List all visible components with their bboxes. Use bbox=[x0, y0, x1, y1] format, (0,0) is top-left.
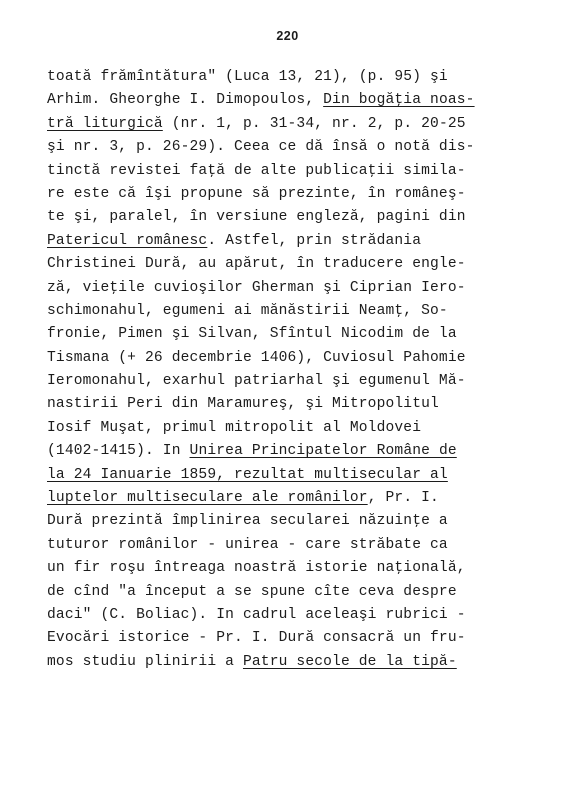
text-segment: Dură prezintă împlinirea secularei năzuinţe a bbox=[47, 513, 448, 530]
underlined-title: luptelor multiseculare ale românilor bbox=[47, 490, 368, 507]
text-line bbox=[47, 347, 543, 370]
text-line bbox=[47, 136, 543, 159]
text-segment: tinctă revistei faţă de alte publicaţii simila- bbox=[47, 162, 466, 179]
text-segment: Christinei Dură, au apărut, în traducere engle- bbox=[47, 256, 466, 273]
text-segment: ză, vieţile cuvioşilor Gherman şi Ciprian Iero- bbox=[47, 279, 466, 296]
underlined-title: Patru secole de la tipă- bbox=[242, 653, 457, 670]
underlined-title: Din bogăţia noas- bbox=[323, 92, 475, 109]
text-segment: şi nr. 3, p. 26-29). Ceea ce dă însă o notă dis- bbox=[47, 139, 475, 156]
text-line bbox=[47, 253, 543, 276]
underlined-title: Patericul românesc bbox=[47, 232, 208, 249]
text-segment: nastirii Peri din Maramureş, şi Mitropolitul bbox=[47, 396, 439, 413]
text-segment: re este că îşi propune să prezinte, în româneş- bbox=[47, 185, 466, 202]
text-segment: tuturor românilor - unirea - care străbate ca bbox=[47, 536, 448, 553]
text-line bbox=[47, 510, 543, 533]
text-segment: (1402-1415). In bbox=[47, 443, 190, 460]
text-line bbox=[47, 604, 543, 627]
text-line bbox=[47, 651, 543, 674]
text-line bbox=[47, 393, 543, 416]
text-segment: mos studiu plinirii a bbox=[47, 653, 243, 670]
text-line bbox=[47, 89, 543, 112]
text-line bbox=[47, 300, 543, 323]
text-line bbox=[47, 557, 543, 580]
text-line bbox=[47, 417, 543, 440]
text-line bbox=[47, 370, 543, 393]
text-segment: toată frămîntătura" (Luca 13, 21), (p. 95) şi bbox=[47, 69, 448, 85]
text-segment: Iosif Muşat, primul mitropolit al Moldovei bbox=[47, 419, 422, 436]
text-line bbox=[47, 534, 543, 557]
text-line bbox=[47, 277, 543, 300]
text-line bbox=[47, 464, 543, 487]
text-line bbox=[47, 581, 543, 604]
text-segment: Tismana (+ 26 decembrie 1406), Cuviosul Pahomie bbox=[47, 349, 466, 366]
text-line bbox=[47, 113, 543, 136]
text-line bbox=[47, 66, 543, 89]
text-line bbox=[47, 206, 543, 229]
text-line bbox=[47, 230, 543, 253]
text-line bbox=[47, 183, 543, 206]
text-segment: un fir roşu întreaga noastră istorie naţională, bbox=[47, 560, 466, 577]
page-number: 220 bbox=[276, 29, 299, 43]
text-line bbox=[47, 440, 543, 463]
text-segment: de cînd "a început a se spune cîte ceva despre bbox=[47, 583, 457, 600]
underlined-title: la 24 Ianuarie 1859, rezultat multisecular al bbox=[47, 466, 448, 483]
text-segment: te şi, paralel, în versiune engleză, pagini din bbox=[47, 209, 466, 226]
body-text bbox=[47, 66, 543, 674]
text-segment: Ieromonahul, exarhul patriarhal şi egumenul Mă- bbox=[47, 373, 466, 390]
text-segment: schimonahul, egumeni ai mănăstirii Neamţ, So- bbox=[47, 302, 448, 319]
underlined-title: Unirea Principatelor Române de bbox=[189, 443, 457, 460]
text-segment: . Astfel, prin strădania bbox=[207, 232, 422, 249]
text-segment: , Pr. I. bbox=[367, 490, 439, 507]
text-segment: Arhim. Gheorghe I. Dimopoulos, bbox=[47, 92, 324, 109]
text-segment: fronie, Pimen şi Silvan, Sfîntul Nicodim de la bbox=[47, 326, 457, 343]
text-segment: (nr. 1, p. 31-34, nr. 2, p. 20-25 bbox=[162, 115, 466, 132]
text-line bbox=[47, 627, 543, 650]
text-line bbox=[47, 487, 543, 510]
text-line bbox=[47, 323, 543, 346]
text-segment: daci" (C. Boliac). In cadrul aceleaşi rubrici - bbox=[47, 606, 466, 623]
text-segment: Evocări istorice - Pr. I. Dură consacră un fru- bbox=[47, 630, 466, 647]
underlined-title: tră liturgică bbox=[47, 115, 163, 132]
text-line bbox=[47, 160, 543, 183]
